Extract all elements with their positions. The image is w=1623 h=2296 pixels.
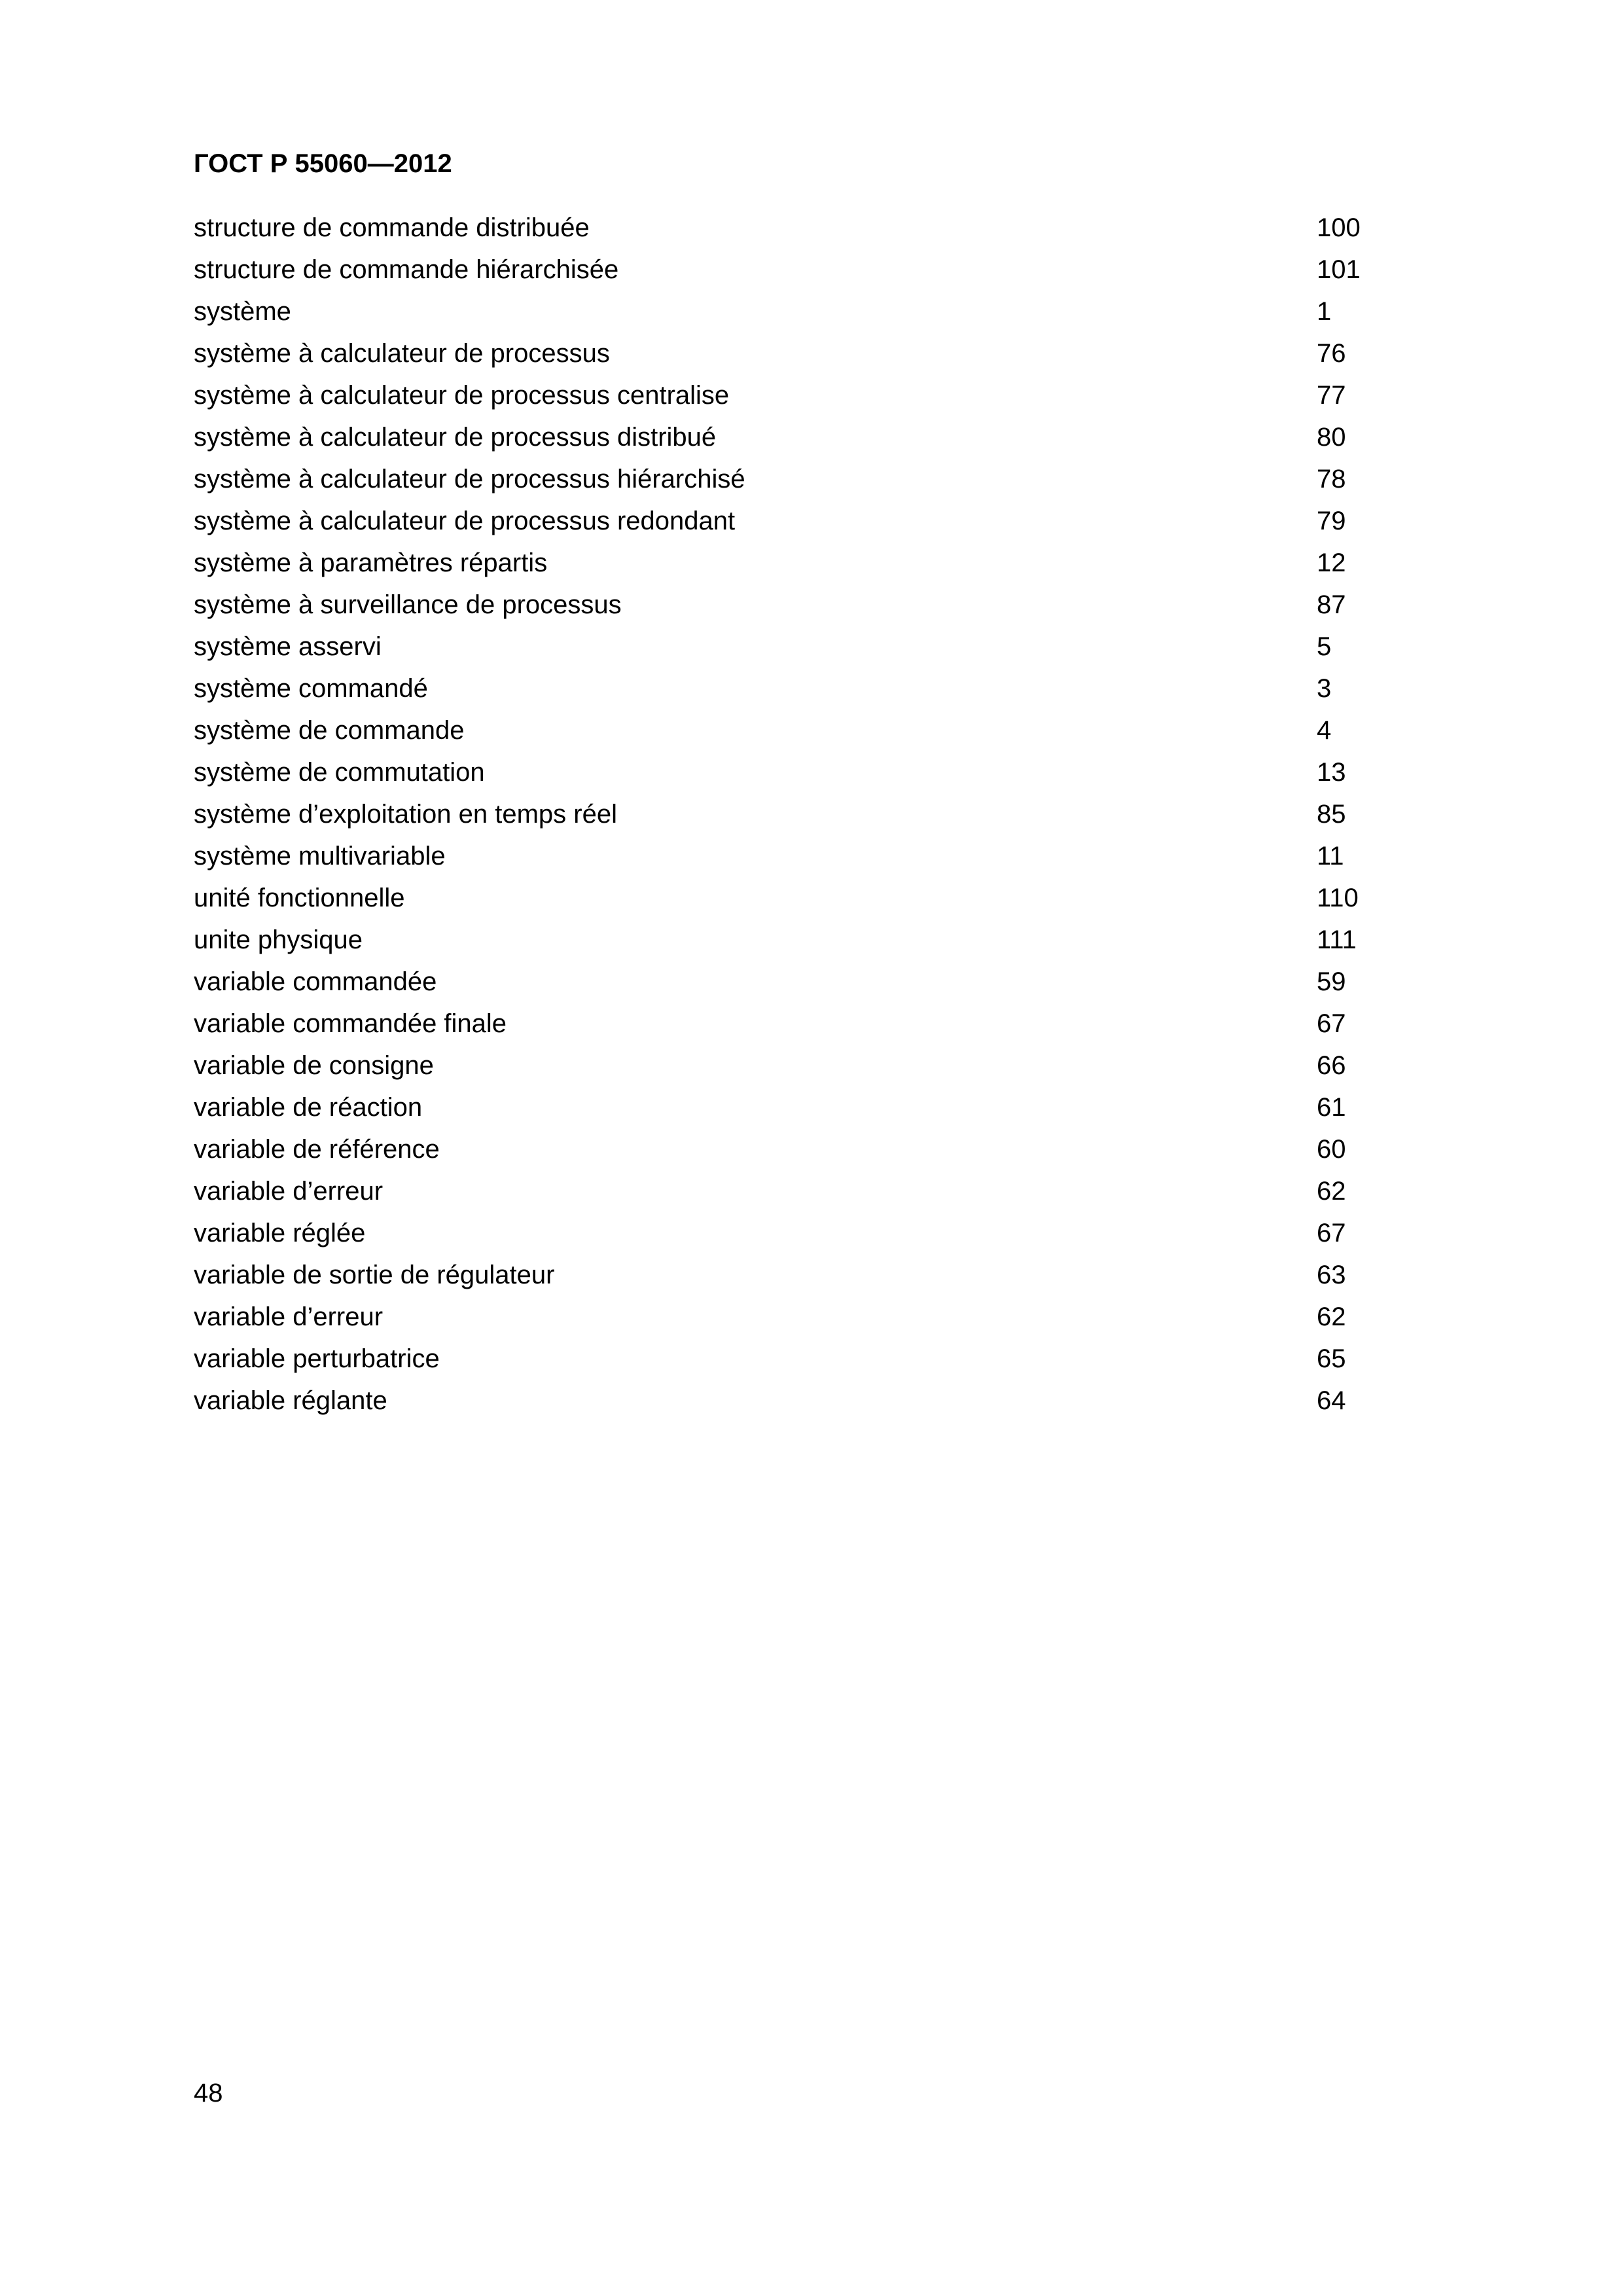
index-ref-number: 60: [1317, 1135, 1346, 1164]
index-term: structure de commande distribuée: [194, 213, 590, 242]
index-term: unité fonctionnelle: [194, 884, 405, 912]
index-ref-number: 67: [1317, 1219, 1346, 1247]
index-ref-number: 64: [1317, 1386, 1346, 1415]
index-entry: [194, 751, 1437, 793]
index-term: système à calculateur de processus hiérarchisé: [194, 465, 745, 493]
index-entry: [194, 793, 1437, 835]
index-entry: [194, 1170, 1437, 1212]
index-entry: [194, 1086, 1437, 1128]
index-entry: [194, 1254, 1437, 1296]
standard-designation: ГОСТ Р 55060—2012: [194, 149, 452, 178]
index-term: système à calculateur de processus centralise: [194, 381, 730, 410]
index-term: variable d’erreur: [194, 1177, 383, 1206]
index-entry: [194, 1128, 1437, 1170]
index-ref-number: 67: [1317, 1009, 1346, 1038]
index-term: variable réglée: [194, 1219, 366, 1247]
index-entry: [194, 1003, 1437, 1045]
index-entry: [194, 542, 1437, 584]
index-entry: [194, 249, 1437, 291]
index-entry: [194, 500, 1437, 542]
index-ref-number: 79: [1317, 507, 1346, 535]
index-entry: [194, 919, 1437, 961]
index-term: variable d’erreur: [194, 1302, 383, 1331]
index-term: variable de réaction: [194, 1093, 423, 1122]
index-term: système à calculateur de processus redondant: [194, 507, 736, 535]
index-term: structure de commande hiérarchisée: [194, 255, 619, 284]
index-ref-number: 77: [1317, 381, 1346, 410]
index-entry: [194, 709, 1437, 751]
index-term: système à calculateur de processus distribué: [194, 423, 717, 452]
index-term: système: [194, 297, 291, 326]
index-term: système à surveillance de processus: [194, 590, 622, 619]
index-term: variable commandée: [194, 967, 437, 996]
index-entry: [194, 835, 1437, 877]
index-term: variable réglante: [194, 1386, 387, 1415]
index-ref-number: 85: [1317, 800, 1346, 829]
index-entry: [194, 626, 1437, 668]
index-ref-number: 1: [1317, 297, 1332, 326]
index-term: système multivariable: [194, 842, 446, 870]
index-entry: [194, 961, 1437, 1003]
index-term: système d’exploitation en temps réel: [194, 800, 617, 829]
index-term: système commandé: [194, 674, 428, 703]
index-ref-number: 65: [1317, 1344, 1346, 1373]
index-ref-number: 78: [1317, 465, 1346, 493]
index-entry: [194, 332, 1437, 374]
index-ref-number: 61: [1317, 1093, 1346, 1122]
index-ref-number: 111: [1317, 925, 1357, 954]
index-term: unite physique: [194, 925, 363, 954]
index-entry: [194, 416, 1437, 458]
index-ref-number: 80: [1317, 423, 1346, 452]
index-entry: [194, 458, 1437, 500]
index-ref-number: 87: [1317, 590, 1346, 619]
index-entry: [194, 1338, 1437, 1380]
index-term: système asservi: [194, 632, 382, 661]
index-term: variable de consigne: [194, 1051, 434, 1080]
index-entry: [194, 1045, 1437, 1086]
index-ref-number: 101: [1317, 255, 1361, 284]
index-ref-number: 66: [1317, 1051, 1346, 1080]
index-entry: [194, 877, 1437, 919]
index-ref-number: 13: [1317, 758, 1346, 787]
index-term: système à calculateur de processus: [194, 339, 610, 368]
index-term: variable de référence: [194, 1135, 440, 1164]
index-ref-number: 63: [1317, 1261, 1346, 1289]
index-entry: [194, 207, 1437, 249]
index-term: système à paramètres répartis: [194, 548, 548, 577]
index-entry: [194, 1212, 1437, 1254]
index-ref-number: 11: [1317, 842, 1344, 870]
index-ref-number: 110: [1317, 884, 1359, 912]
index-term: système de commutation: [194, 758, 485, 787]
page-number: 48: [194, 2079, 223, 2108]
index-ref-number: 4: [1317, 716, 1332, 745]
index-term: variable commandée finale: [194, 1009, 507, 1038]
index-ref-number: 100: [1317, 213, 1361, 242]
index-term: variable perturbatrice: [194, 1344, 440, 1373]
index-entry: [194, 668, 1437, 709]
term-index-list: [194, 207, 1437, 1422]
index-entry: [194, 1380, 1437, 1422]
index-entry: [194, 1296, 1437, 1338]
index-ref-number: 62: [1317, 1177, 1346, 1206]
index-ref-number: 59: [1317, 967, 1346, 996]
index-entry: [194, 374, 1437, 416]
index-ref-number: 76: [1317, 339, 1346, 368]
index-ref-number: 5: [1317, 632, 1332, 661]
index-term: système de commande: [194, 716, 465, 745]
index-entry: [194, 584, 1437, 626]
index-entry: [194, 291, 1437, 332]
index-term: variable de sortie de régulateur: [194, 1261, 555, 1289]
index-ref-number: 62: [1317, 1302, 1346, 1331]
index-ref-number: 3: [1317, 674, 1332, 703]
index-ref-number: 12: [1317, 548, 1346, 577]
